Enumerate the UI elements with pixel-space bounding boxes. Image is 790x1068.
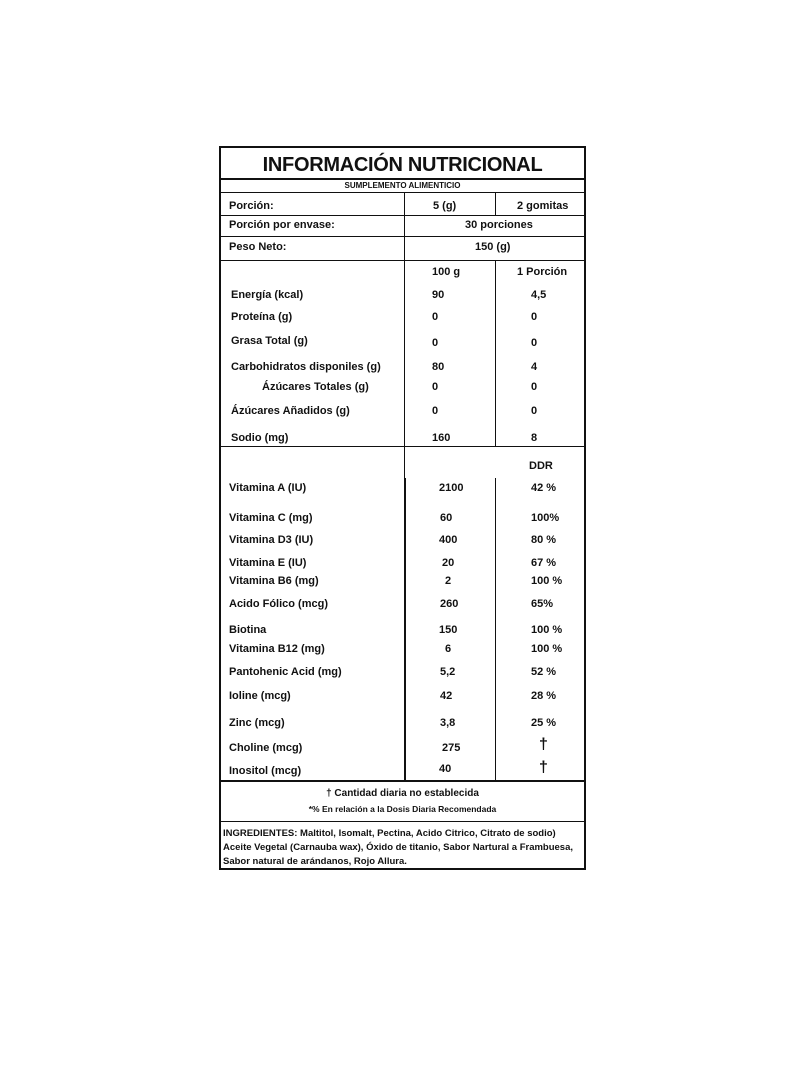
- nutrient-per-serving: 8: [531, 432, 538, 444]
- nutrient-per-serving: 0: [531, 311, 538, 323]
- nutrient-per100: 160: [432, 432, 451, 444]
- vitamin-name: Zinc (mcg): [229, 717, 285, 729]
- nutrient-per100: 0: [432, 311, 439, 323]
- vitamin-name: Vitamina C (mg): [229, 512, 313, 524]
- nutrient-name: Ázúcares Añadidos (g): [231, 405, 350, 417]
- vitamin-ddr: 42 %: [531, 482, 557, 494]
- vitamin-name: Vitamina B6 (mg): [229, 575, 319, 587]
- nutrient-per-serving: 4,5: [531, 289, 547, 301]
- label-title: INFORMACIÓN NUTRICIONAL: [262, 153, 543, 176]
- vitamin-amount: 150: [439, 624, 458, 636]
- nutrient-per-serving: 0: [531, 405, 538, 417]
- column-divider: [404, 446, 405, 478]
- vitamin-ddr: 52 %: [531, 666, 557, 678]
- divider: [221, 178, 584, 180]
- vitamin-ddr: 28 %: [531, 690, 557, 702]
- vitamin-name: Ioline (mcg): [229, 690, 291, 702]
- vitamin-name: Vitamina D3 (IU): [229, 534, 314, 546]
- vitamin-ddr: 80 %: [531, 534, 557, 546]
- column-header-ddr: DDR: [529, 460, 553, 472]
- serving-grams: 5 (g): [433, 200, 457, 212]
- serving-units: 2 gomitas: [517, 200, 569, 212]
- divider: [221, 236, 584, 237]
- vitamin-amount: 40: [439, 763, 452, 775]
- vitamin-amount: 2: [445, 575, 452, 587]
- vitamin-name: Choline (mcg): [229, 742, 303, 754]
- footnote-dagger: † Cantidad diaria no establecida: [326, 788, 479, 799]
- vitamin-amount: 5,2: [440, 666, 456, 678]
- vitamin-name: Pantohenic Acid (mg): [229, 666, 342, 678]
- column-divider: [495, 192, 496, 215]
- vitamin-ddr: 65%: [531, 598, 554, 610]
- dagger-icon: †: [539, 759, 548, 776]
- nutrient-per100: 0: [432, 337, 439, 349]
- ingredients-line: INGREDIENTES: Maltitol, Isomalt, Pectina, Acido Citrico, Citrato de sodio): [223, 828, 556, 839]
- vitamin-ddr: 25 %: [531, 717, 557, 729]
- vitamin-ddr: 67 %: [531, 557, 557, 569]
- nutrient-name: Energía (kcal): [231, 289, 304, 301]
- vitamin-name: Vitamina A (IU): [229, 482, 307, 494]
- column-divider: [495, 478, 496, 780]
- ingredients-list: [223, 827, 583, 869]
- nutrient-per-serving: 4: [531, 361, 538, 373]
- divider: [221, 192, 584, 193]
- divider: [221, 215, 584, 216]
- divider: [221, 780, 584, 782]
- net-weight-label: Peso Neto:: [229, 241, 287, 253]
- column-header-serving: 1 Porción: [517, 266, 568, 278]
- dagger-icon: †: [539, 736, 548, 753]
- vitamin-name: Vitamina E (IU): [229, 557, 307, 569]
- nutrient-per-serving: 0: [531, 337, 538, 349]
- servings-per-container-value: 30 porciones: [465, 219, 533, 231]
- vitamin-amount: 2100: [439, 482, 464, 494]
- vitamin-ddr: 100 %: [531, 643, 563, 655]
- nutrient-per100: 90: [432, 289, 445, 301]
- column-divider: [404, 478, 406, 780]
- nutrient-name: Grasa Total (g): [231, 335, 308, 347]
- net-weight-value: 150 (g): [475, 241, 511, 253]
- vitamin-ddr: 100%: [531, 512, 560, 524]
- nutrient-per-serving: 0: [531, 381, 538, 393]
- vitamin-amount: 400: [439, 534, 458, 546]
- vitamin-name: Biotina: [229, 624, 267, 636]
- vitamin-name: Inositol (mcg): [229, 765, 302, 777]
- column-divider: [404, 215, 405, 260]
- column-divider: [495, 260, 496, 446]
- column-divider: [404, 192, 405, 215]
- vitamin-amount: 60: [440, 512, 453, 524]
- nutrient-name: Proteína (g): [231, 311, 293, 323]
- ingredients-line: Sabor natural de arándanos, Rojo Allura.: [223, 856, 407, 867]
- vitamin-amount: 6: [445, 643, 452, 655]
- divider: [221, 821, 584, 822]
- nutrition-facts-label: [219, 146, 586, 870]
- vitamin-amount: 42: [440, 690, 453, 702]
- label-subtitle: SUMPLEMENTO ALIMENTICIO: [344, 180, 461, 190]
- column-divider: [404, 260, 405, 446]
- vitamin-amount: 260: [440, 598, 459, 610]
- serving-label: Porción:: [229, 200, 274, 212]
- vitamin-name: Acido Fólico (mcg): [229, 598, 328, 610]
- footnote-percent: *% En relación a la Dosis Diaria Recomendada: [308, 804, 497, 814]
- ingredients-line: Aceite Vegetal (Carnauba wax), Óxido de titanio, Sabor Nartural a Frambuesa,: [223, 842, 574, 853]
- nutrient-name: Ázúcares Totales (g): [262, 381, 369, 393]
- vitamin-amount: 275: [442, 742, 461, 754]
- nutrient-per100: 0: [432, 381, 439, 393]
- divider: [221, 446, 584, 447]
- nutrient-name: Carbohidratos disponiles (g): [231, 361, 381, 373]
- servings-per-container-label: Porción por envase:: [229, 219, 335, 231]
- column-header-100g: 100 g: [432, 266, 461, 278]
- vitamin-ddr: 100 %: [531, 575, 563, 587]
- vitamin-ddr: 100 %: [531, 624, 563, 636]
- nutrient-name: Sodio (mg): [231, 432, 289, 444]
- nutrient-per100: 0: [432, 405, 439, 417]
- nutrient-per100: 80: [432, 361, 445, 373]
- divider: [221, 260, 584, 261]
- vitamin-amount: 3,8: [440, 717, 456, 729]
- vitamin-name: Vitamina B12 (mg): [229, 643, 325, 655]
- vitamin-amount: 20: [442, 557, 455, 569]
